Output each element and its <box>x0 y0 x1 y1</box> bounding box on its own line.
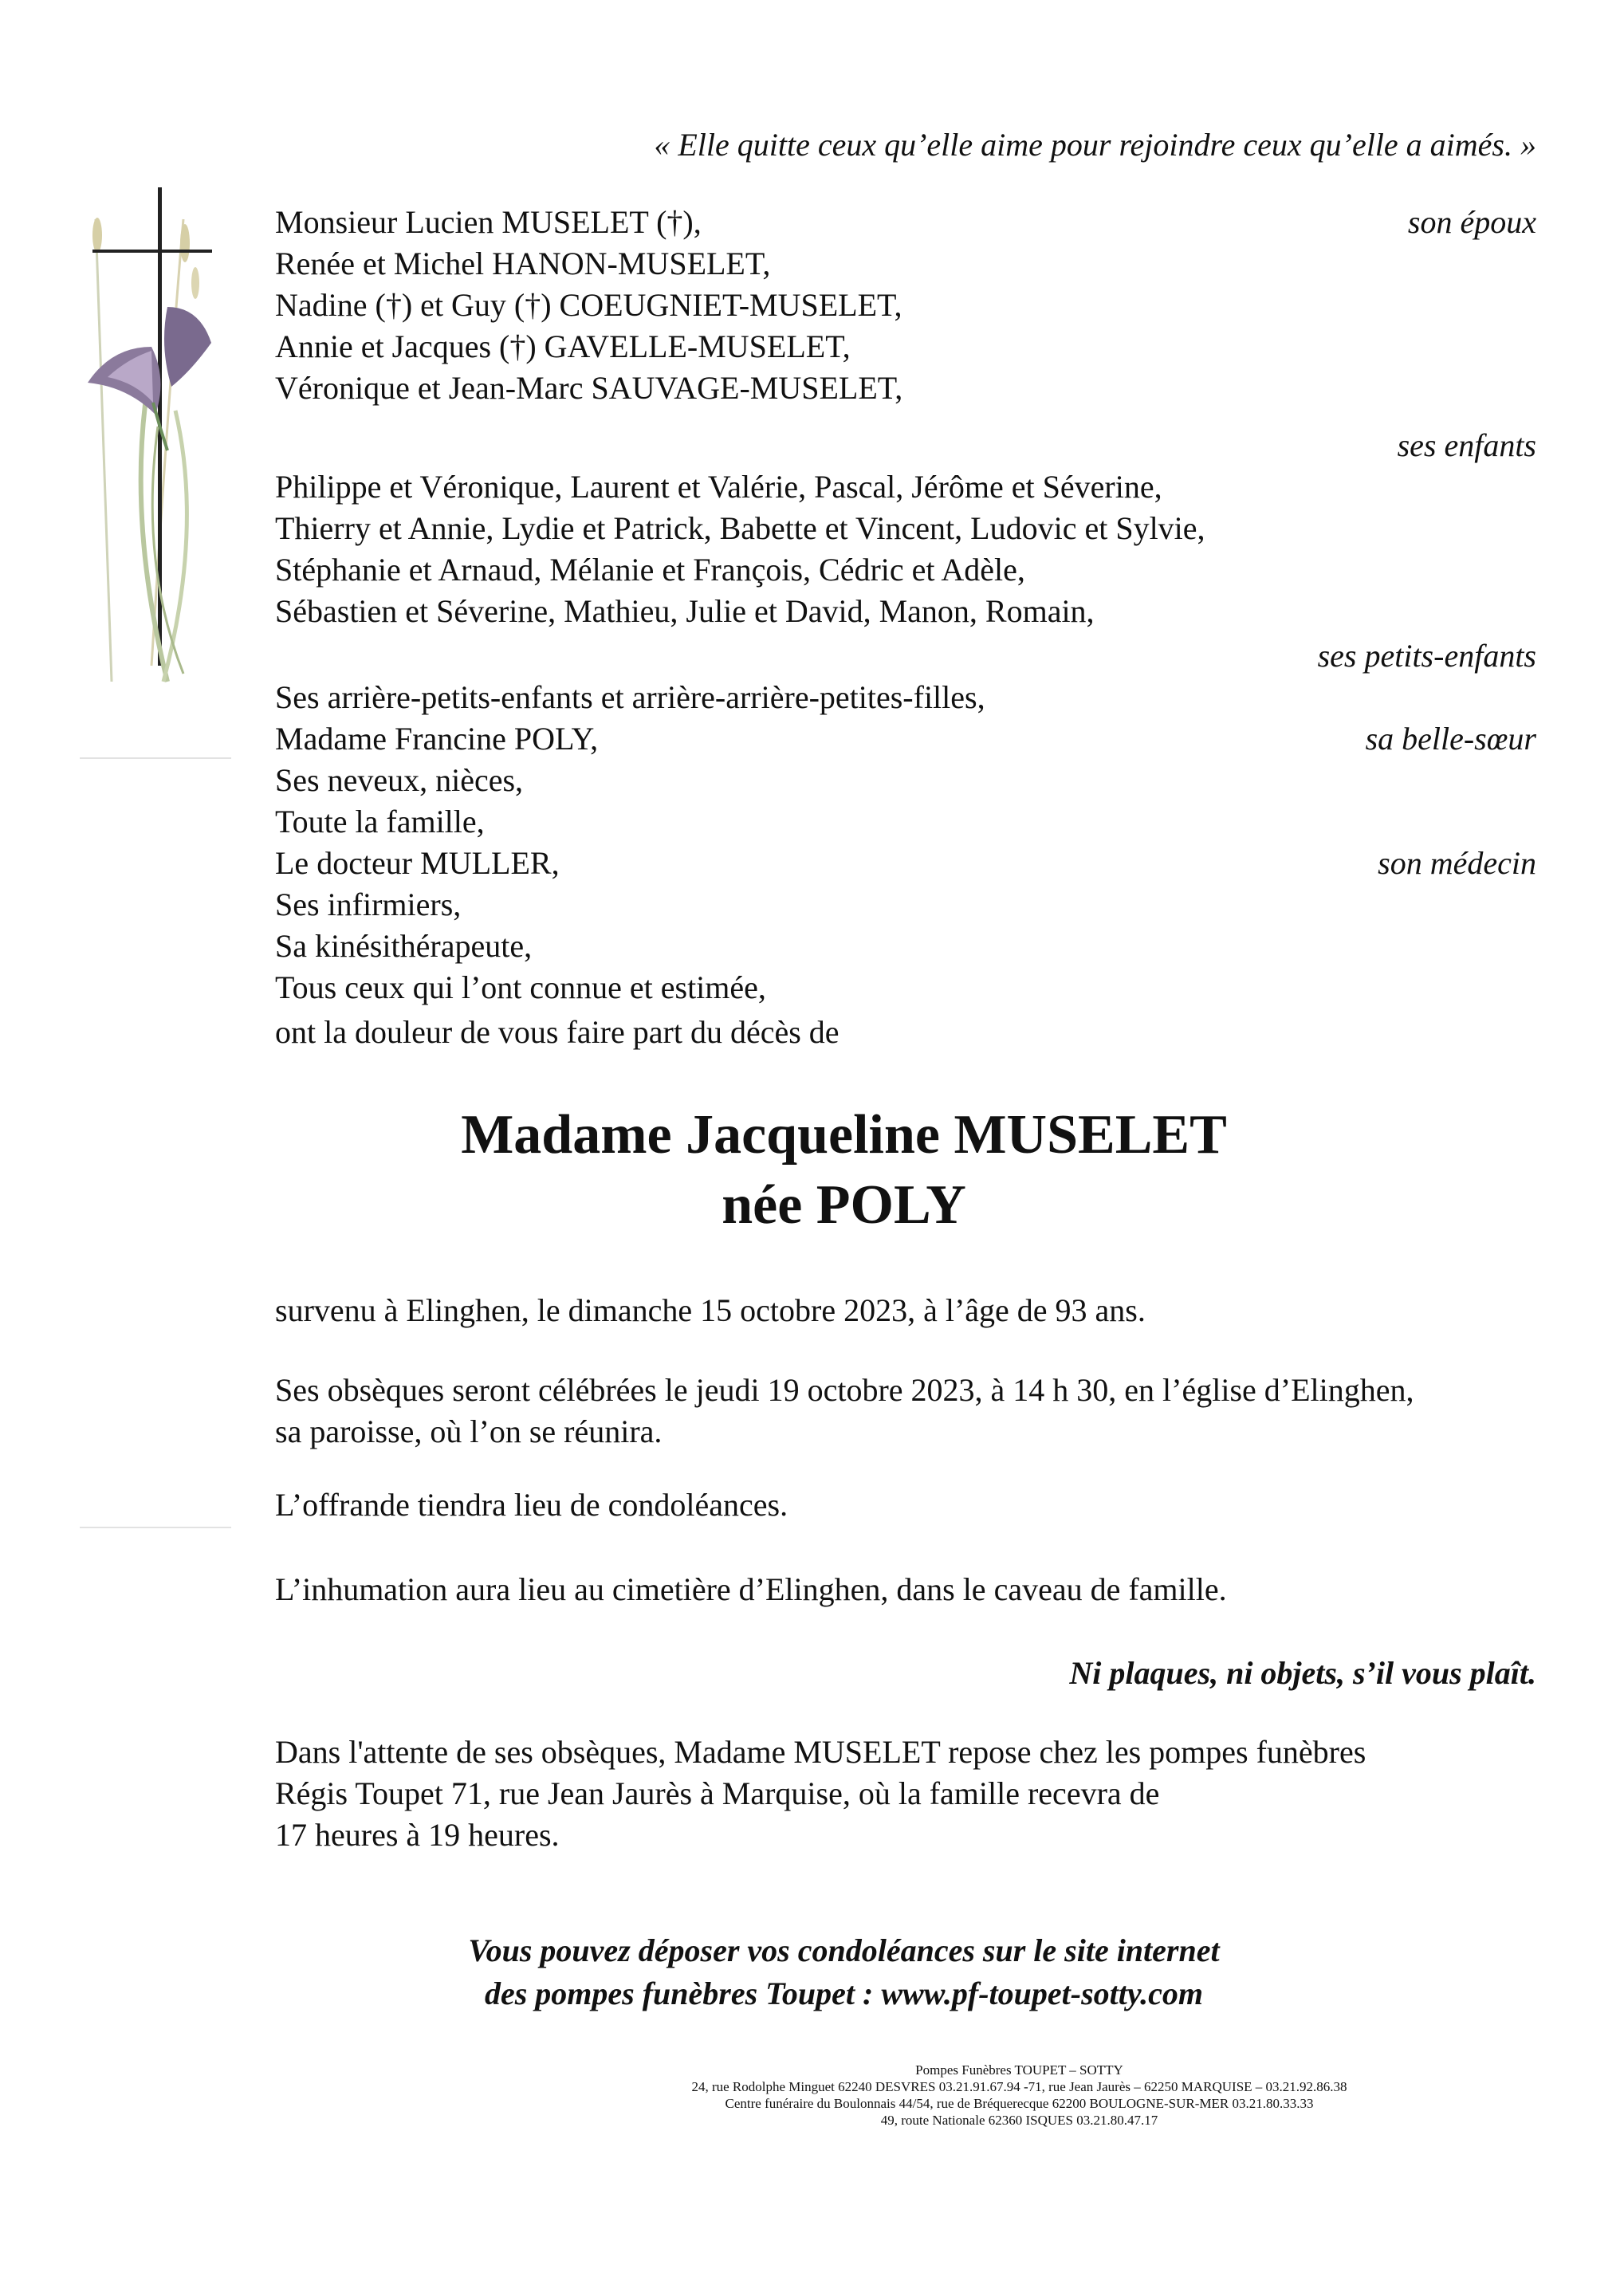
divider <box>80 1527 231 1528</box>
family-row <box>275 718 1536 760</box>
family-name: Ses infirmiers, <box>275 887 462 922</box>
footer-line: Centre funéraire du Boulonnais 44/54, rue de Bréquerecque 62200 BOULOGNE-SUR-MER 03.21.80.33.33 <box>725 2096 1314 2111</box>
funeral-home-footer <box>207 2062 1624 2129</box>
family-name: Renée et Michel HANON-MUSELET, <box>275 246 771 281</box>
family-name: Véronique et Jean-Marc SAUVAGE-MUSELET, <box>275 370 903 406</box>
resting-line: Dans l'attente de ses obsèques, Madame MUSELET repose chez les pompes funèbres <box>275 1734 1366 1770</box>
divider <box>80 757 231 759</box>
family-name: Monsieur Lucien MUSELET (†), <box>275 204 702 240</box>
resting-line: Régis Toupet 71, rue Jean Jaurès à Marquise, où la famille recevra de <box>275 1775 1160 1811</box>
funeral-line: sa paroisse, où l’on se réunira. <box>275 1413 663 1449</box>
footer-line: Pompes Funèbres TOUPET – SOTTY <box>915 2062 1123 2078</box>
family-row <box>275 926 1536 967</box>
no-flowers-note: Ni plaques, ni objets, s’il vous plaît. <box>1069 1655 1536 1691</box>
family-relation: son époux <box>1407 204 1536 240</box>
family-name: Ses neveux, nièces, <box>275 762 524 798</box>
resting-line: 17 heures à 19 heures. <box>275 1817 560 1853</box>
family-name: Tous ceux qui l’ont connue et estimée, <box>275 969 766 1005</box>
family-name: Ses arrière-petits-enfants et arrière-arrière-petites-filles, <box>275 679 985 715</box>
family-name: Sébastien et Séverine, Mathieu, Julie et David, Manon, Romain, <box>275 593 1095 629</box>
family-name: Thierry et Annie, Lydie et Patrick, Babette et Vincent, Ludovic et Sylvie, <box>275 510 1205 546</box>
cross-lily-icon <box>64 187 247 698</box>
deceased-maiden-name: née POLY <box>722 1174 966 1236</box>
family-row <box>275 508 1536 549</box>
footer-line: 24, rue Rodolphe Minguet 62240 DESVRES 03.21.91.67.94 -71, rue Jean Jaurès – 62250 MARQUISE – 03.21.92.86.38 <box>691 2079 1347 2094</box>
family-relation: ses enfants <box>1397 427 1536 463</box>
footer-line: 49, route Nationale 62360 ISQUES 03.21.80.47.17 <box>880 2113 1158 2128</box>
burial-note: L’inhumation aura lieu au cimetière d’Elinghen, dans le caveau de famille. <box>275 1571 1227 1607</box>
family-row <box>275 635 1536 677</box>
family-relation: ses petits-enfants <box>1317 638 1536 674</box>
condolence-website-note <box>32 1929 1624 2015</box>
resting-place-details <box>275 1732 1536 1856</box>
deceased-name: Madame Jacqueline MUSELET <box>461 1104 1227 1166</box>
family-row <box>275 967 1536 1008</box>
funeral-details <box>275 1370 1536 1453</box>
family-row <box>275 285 1536 326</box>
family-row <box>275 326 1536 368</box>
family-name: Sa kinésithérapeute, <box>275 928 533 964</box>
family-row <box>275 884 1536 926</box>
family-row <box>275 843 1536 884</box>
family-name: Annie et Jacques (†) GAVELLE-MUSELET, <box>275 328 851 364</box>
offering-note: L’offrande tiendra lieu de condoléances. <box>275 1487 788 1523</box>
family-row <box>275 202 1536 243</box>
website-line: Vous pouvez déposer vos condoléances sur le site internet <box>468 1932 1220 1968</box>
family-row <box>275 760 1536 801</box>
family-name: Madame Francine POLY, <box>275 721 599 757</box>
family-name: Philippe et Véronique, Laurent et Valérie, Pascal, Jérôme et Séverine, <box>275 469 1162 505</box>
family-row <box>275 466 1536 508</box>
family-name: Toute la famille, <box>275 804 485 839</box>
death-details: survenu à Elinghen, le dimanche 15 octobre 2023, à l’âge de 93 ans. <box>275 1292 1146 1328</box>
family-row <box>275 801 1536 843</box>
family-relation: sa belle-sœur <box>1365 721 1536 757</box>
family-name: Stéphanie et Arnaud, Mélanie et François, Cédric et Adèle, <box>275 552 1025 588</box>
website-line: des pompes funèbres Toupet : www.pf-toupet-sotty.com <box>484 1976 1204 2011</box>
family-row <box>275 549 1536 591</box>
family-row <box>275 243 1536 285</box>
family-row <box>275 425 1536 466</box>
family-list <box>275 202 1536 1008</box>
family-row <box>275 368 1536 409</box>
funeral-line: Ses obsèques seront célébrées le jeudi 19 octobre 2023, à 14 h 30, en l’église d’Elinghen, <box>275 1372 1414 1408</box>
family-name: Le docteur MULLER, <box>275 845 560 881</box>
family-name: Nadine (†) et Guy (†) COEUGNIET-MUSELET, <box>275 287 902 323</box>
epitaph-quote: « Elle quitte ceux qu’elle aime pour rejoindre ceux qu’elle a aimés. » <box>654 127 1536 163</box>
announcement-text: ont la douleur de vous faire part du décès de <box>275 1014 840 1050</box>
family-row <box>275 677 1536 718</box>
family-relation: son médecin <box>1378 845 1536 881</box>
family-row <box>275 591 1536 632</box>
